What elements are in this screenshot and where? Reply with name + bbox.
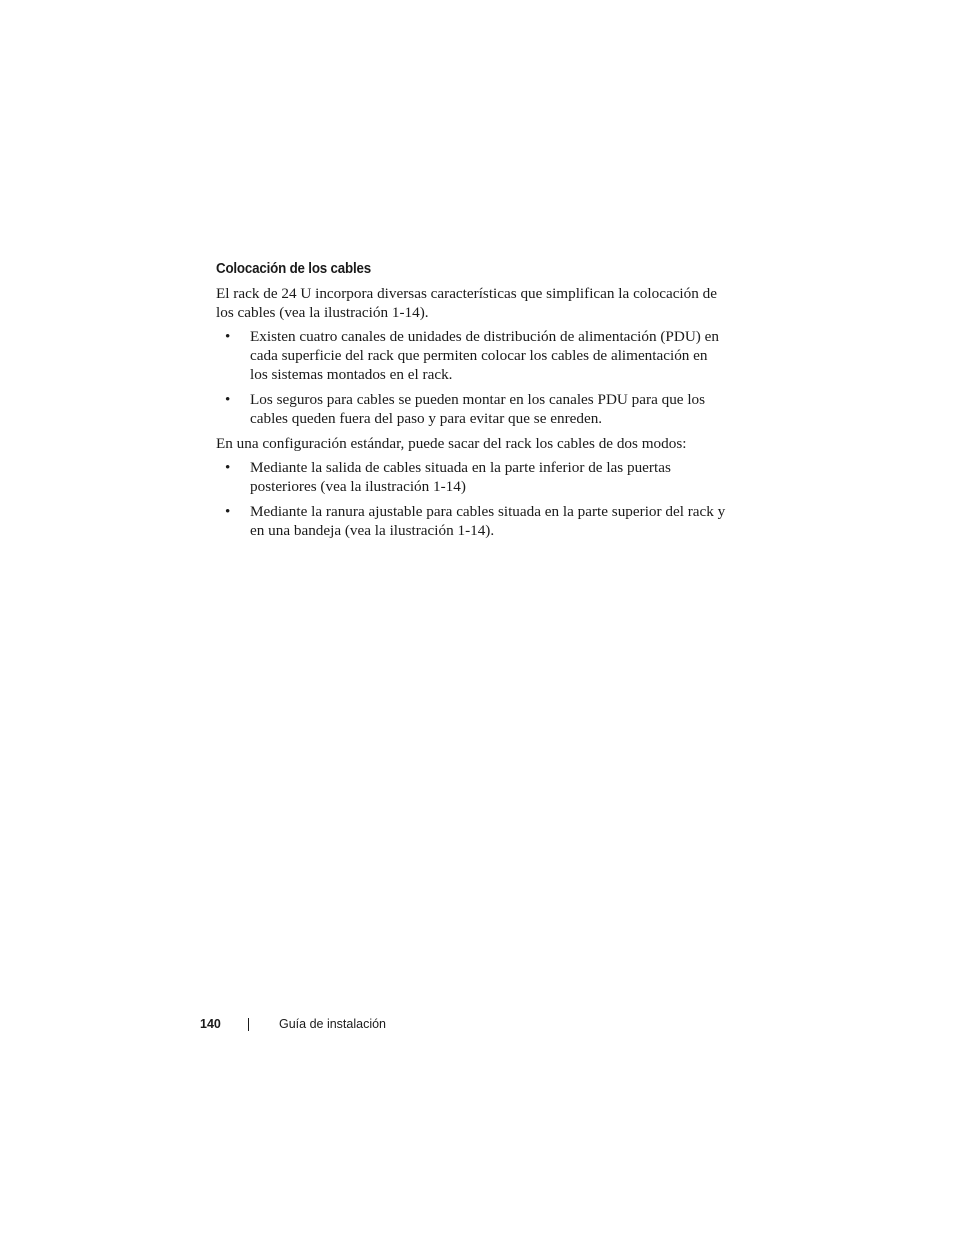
footer-separator bbox=[248, 1018, 249, 1031]
list-item-text: Mediante la ranura ajustable para cables situada en la parte superior del rack y en una bandeja (vea la ilustración 1-14). bbox=[250, 503, 726, 539]
section-heading: Colocación de los cables bbox=[216, 261, 371, 277]
bullet-icon: • bbox=[225, 459, 231, 476]
list-item-text: Existen cuatro canales de unidades de distribución de alimentación (PDU) en cada superficie del rack que permiten colocar los cables de alimentación en los sistemas montados en el rack. bbox=[250, 328, 719, 383]
bullet-icon: • bbox=[225, 391, 231, 408]
list-item bbox=[216, 390, 726, 428]
list-item-text: Los seguros para cables se pueden montar en los canales PDU para que los cables queden fuera del paso y para evitar que se enreden. bbox=[250, 391, 706, 427]
list-item-text: Mediante la salida de cables situada en la parte inferior de las puertas posteriores (vea la ilustración 1-14) bbox=[250, 459, 671, 495]
feature-list bbox=[216, 327, 726, 428]
list-item bbox=[216, 327, 726, 384]
footer-title: Guía de instalación bbox=[279, 1017, 387, 1031]
bullet-icon: • bbox=[225, 328, 231, 345]
document-body bbox=[216, 259, 726, 546]
bullet-icon: • bbox=[225, 503, 231, 520]
cable-exit-list bbox=[216, 458, 726, 540]
page-number: 140 bbox=[200, 1017, 221, 1031]
list-item bbox=[216, 502, 726, 540]
list-item bbox=[216, 458, 726, 496]
intro-paragraph: El rack de 24 U incorpora diversas características que simplifican la colocación de los cables (vea la ilustración 1-14). bbox=[216, 285, 717, 321]
config-paragraph: En una configuración estándar, puede sacar del rack los cables de dos modos: bbox=[216, 435, 687, 452]
